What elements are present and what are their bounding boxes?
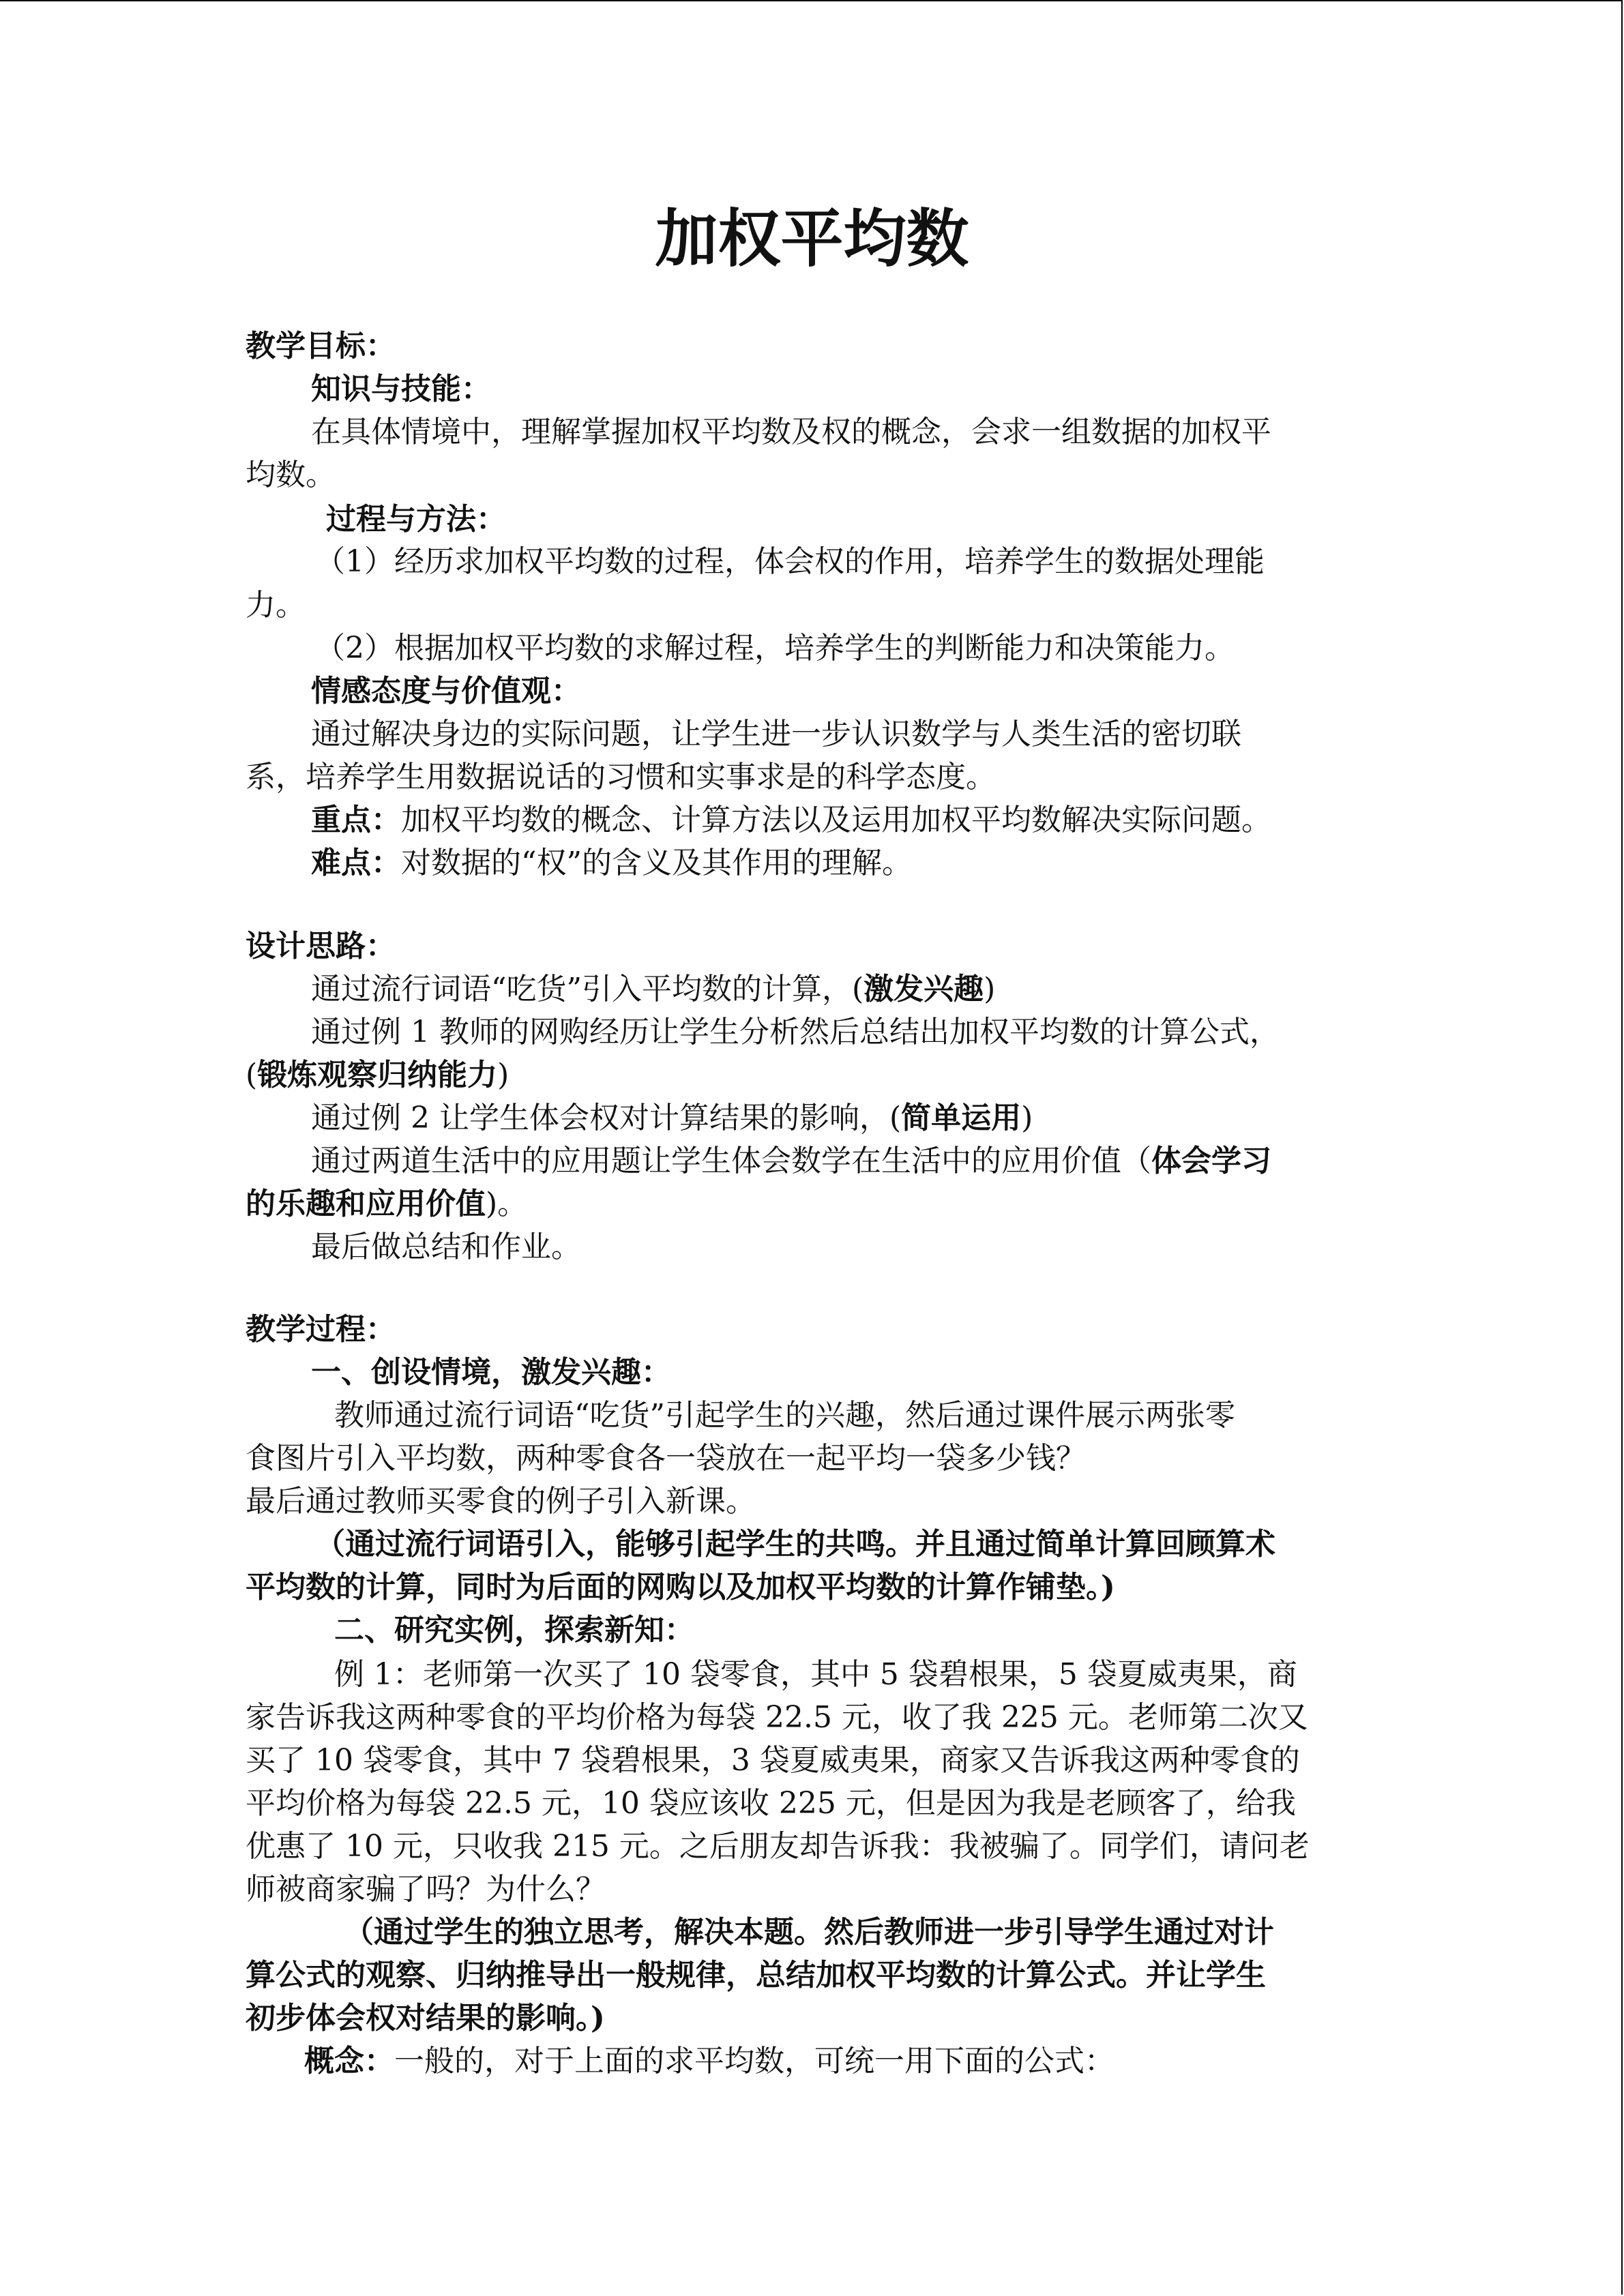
page-title: 加权平均数 xyxy=(655,202,969,275)
subheading-scenario: 一、创设情境，激发兴趣： xyxy=(311,1355,671,1390)
section-heading-design: 设计思路： xyxy=(246,929,396,964)
concept-label: 概念： xyxy=(304,2044,394,2078)
paragraph-line: 均数。 xyxy=(246,458,336,492)
text-run: 通过两道生活中的应用题让学生体会数学在生活中的应用价值（ xyxy=(311,1144,1151,1178)
key-point-line xyxy=(311,799,1271,842)
text-run: 通过例 2 让学生体会权对计算结果的影响，( xyxy=(311,1101,902,1135)
difficulty-line xyxy=(311,841,912,885)
emphasis-text: 简单运用 xyxy=(901,1101,1022,1135)
paragraph-line: 最后通过教师买零食的例子引入新课。 xyxy=(246,1484,756,1519)
paragraph-line xyxy=(311,1097,1033,1140)
note-line: （通过学生的独立思考，解决本题。然后教师进一步引导学生通过对计 xyxy=(344,1915,1274,1950)
paragraph-line: 食图片引入平均数，两种零食各一袋放在一起平均一袋多少钱？ xyxy=(246,1441,1086,1476)
subheading-process-method: 过程与方法： xyxy=(326,502,506,537)
key-point-text: 加权平均数的概念、计算方法以及运用加权平均数解决实际问题。 xyxy=(401,803,1271,837)
paragraph-line: 通过解决身边的实际问题，让学生进一步认识数学与人类生活的密切联 xyxy=(311,717,1241,751)
section-heading-objectives: 教学目标： xyxy=(246,329,396,363)
paragraph-line: 教师通过流行词语“吃货”引起学生的兴趣，然后通过课件展示两张零 xyxy=(334,1398,1235,1433)
paragraph-line xyxy=(311,1139,1271,1183)
example-line: 家告诉我这两种零食的平均价格为每袋 22.5 元，收了我 225 元。老师第二次又 xyxy=(246,1700,1308,1735)
emphasis-text: 体会学习 xyxy=(1151,1144,1271,1178)
text-run: ) xyxy=(497,1058,510,1092)
paragraph-line xyxy=(311,968,995,1011)
text-run: )。 xyxy=(486,1187,528,1221)
difficulty-text: 对数据的“权”的含义及其作用的理解。 xyxy=(401,846,912,880)
emphasis-text: 激发兴趣 xyxy=(863,972,984,1007)
note-line: （通过流行词语引入，能够引起学生的共鸣。并且通过简单计算回顾算术 xyxy=(315,1527,1275,1562)
paragraph-line xyxy=(246,1182,527,1226)
paragraph-line: 在具体情境中，理解掌握加权平均数及权的概念，会求一组数据的加权平 xyxy=(311,415,1271,449)
subheading-examples: 二、研究实例，探索新知： xyxy=(334,1613,694,1648)
text-run: ( xyxy=(246,1058,258,1092)
note-line: 算公式的观察、归纳推导出一般规律，总结加权平均数的计算公式。并让学生 xyxy=(246,1958,1266,1993)
paragraph-line: （1）经历求加权平均数的过程，体会权的作用，培养学生的数据处理能 xyxy=(315,544,1265,579)
concept-text: 一般的，对于上面的求平均数，可统一用下面的公式： xyxy=(394,2044,1114,2078)
paragraph-line xyxy=(246,1054,509,1097)
difficulty-label: 难点： xyxy=(311,846,401,880)
text-run: ) xyxy=(1021,1101,1033,1135)
emphasis-text: 的乐趣和应用价值 xyxy=(246,1187,486,1221)
example-line: 买了 10 袋零食，其中 7 袋碧根果，3 袋夏威夷果，商家又告诉我这两种零食的 xyxy=(246,1743,1300,1778)
example-line: 平均价格为每袋 22.5 元，10 袋应该收 225 元，但是因为我是老顾客了，给我 xyxy=(246,1786,1296,1821)
paragraph-line: 通过例 1 教师的网购经历让学生分析然后总结出加权平均数的计算公式， xyxy=(311,1015,1280,1049)
example-line: 师被商家骗了吗？为什么？ xyxy=(246,1872,606,1907)
paragraph-line: 系，培养学生用数据说话的习惯和实事求是的科学态度。 xyxy=(246,760,996,794)
paragraph-line: （2）根据加权平均数的求解过程，培养学生的判断能力和决策能力。 xyxy=(315,631,1235,666)
paragraph-line: 力。 xyxy=(246,588,306,623)
text-run: 通过流行词语“吃货”引入平均数的计算，( xyxy=(311,972,864,1007)
emphasis-text: 锻炼观察归纳能力 xyxy=(257,1058,498,1092)
text-run: ) xyxy=(984,972,996,1007)
subheading-emotion: 情感态度与价值观： xyxy=(311,674,581,709)
note-line: 初步体会权对结果的影响。) xyxy=(246,2001,605,2036)
section-heading-process: 教学过程： xyxy=(246,1312,396,1347)
example-line: 例 1：老师第一次买了 10 袋零食，其中 5 袋碧根果，5 袋夏威夷果，商 xyxy=(334,1657,1297,1692)
note-line: 平均数的计算，同时为后面的网购以及加权平均数的计算作铺垫。) xyxy=(246,1570,1115,1605)
subheading-knowledge: 知识与技能： xyxy=(311,372,491,406)
example-line: 优惠了 10 元，只收我 215 元。之后朋友却告诉我：我被骗了。同学们，请问老 xyxy=(246,1829,1310,1864)
key-point-label: 重点： xyxy=(311,803,401,837)
paragraph-line: 最后做总结和作业。 xyxy=(311,1229,581,1264)
concept-line xyxy=(304,2040,1114,2083)
